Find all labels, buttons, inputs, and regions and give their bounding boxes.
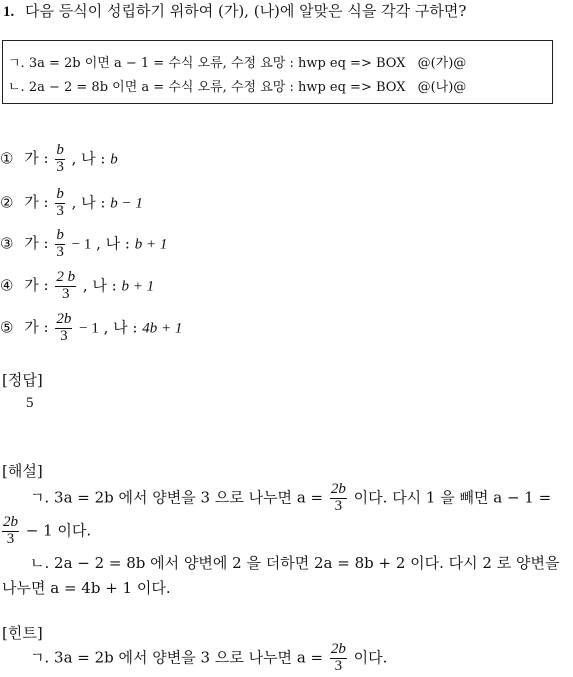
solution-fraction-1: $\frac{2b}{3}$ (330, 481, 346, 514)
choice-ga-fraction: $\frac{2 b}{3}$ (56, 269, 76, 302)
choice-3[interactable] (0, 228, 167, 261)
box-line-2-error: 수식 오류, 수정 요망 : hwp eq => BOX (168, 80, 406, 95)
choice-ga-fraction: $\frac{b}{3}$ (56, 227, 64, 260)
question (3, 0, 466, 21)
choice-ga-fraction: $\frac{b}{3}$ (56, 186, 64, 219)
choice-ga-label: 가 : (24, 318, 49, 337)
choice-na-expr: b + 1 (121, 278, 155, 295)
choice-ga-fraction: $\frac{b}{3}$ (56, 142, 64, 175)
answer-value: 5 (26, 395, 34, 411)
answer-heading: [정답] (2, 371, 43, 389)
choice-ga-label: 가 : (24, 149, 49, 168)
solution-line-3: ㄴ. 2a − 2 = 8b 에서 양변에 2 을 더하면 2a = 8b + 2 이다. 다시 2 로 양변을 (30, 554, 560, 572)
choice-na-label: , 나 : (96, 234, 130, 253)
choice-na-label: , 나 : (71, 193, 106, 212)
choice-na-label: , 나 : (82, 276, 117, 295)
choice-2[interactable] (0, 187, 143, 220)
solution-line-2 (2, 515, 91, 548)
choice-na-expr: b (110, 151, 118, 168)
choice-na-expr: b + 1 (134, 236, 168, 253)
choice-ga-tail: − 1 (79, 320, 99, 337)
box-line-1 (8, 52, 466, 71)
solution-heading: [해설] (2, 462, 43, 480)
box-line-2 (8, 76, 466, 95)
solution-line-1-text: ㄱ. 3a = 2b 에서 양변을 3 으로 나누면 a = (30, 488, 324, 507)
choice-na-expr: 4b + 1 (142, 320, 183, 337)
hint-heading: [힌트] (2, 624, 43, 642)
choice-mark: ② (0, 193, 14, 212)
choice-na-label: , 나 : (71, 149, 106, 168)
hint-line-tail: 이다. (353, 648, 388, 667)
box-line-2-tag: @(나)@ (417, 80, 467, 95)
box-line-1-prefix: ㄱ. 3a = 2b 이면 a − 1 = (8, 56, 169, 71)
choice-5[interactable] (0, 312, 182, 345)
hint-line (30, 642, 387, 675)
choice-mark: ① (0, 149, 14, 168)
box-line-2-prefix: ㄴ. 2a − 2 = 8b 이면 a = (8, 80, 169, 95)
question-text: 다음 등식이 성립하기 위하여 (가), (나)에 알맞은 식을 각각 구하면? (25, 2, 467, 20)
solution-line-4: 나누면 a = 4b + 1 이다. (2, 579, 171, 597)
choice-mark: ⑤ (0, 318, 14, 337)
solution-fraction-2: $\frac{2b}{3}$ (3, 514, 18, 547)
choice-4[interactable] (0, 270, 154, 303)
box-line-1-error: 수식 오류, 수정 요망 : hwp eq => BOX (168, 56, 406, 71)
choice-na-label: , 나 : (103, 318, 138, 337)
choice-ga-tail: − 1 (71, 236, 92, 253)
question-number: 1. (3, 4, 15, 20)
hint-fraction: $\frac{2b}{3}$ (330, 641, 346, 674)
solution-line-1-tail: 이다. 다시 1 을 빼면 a − 1 = (353, 488, 552, 507)
choice-na-expr: b − 1 (110, 195, 143, 212)
choice-mark: ③ (0, 234, 14, 253)
choice-ga-label: 가 : (24, 276, 49, 295)
choice-1[interactable] (0, 143, 118, 176)
choice-ga-label: 가 : (24, 234, 49, 253)
choice-mark: ④ (0, 276, 14, 295)
solution-line-1 (30, 482, 551, 515)
solution-line-2-text: − 1 이다. (25, 521, 92, 540)
choice-ga-fraction: $\frac{2b}{3}$ (56, 311, 72, 344)
box-line-1-tag: @(가)@ (417, 56, 467, 71)
choice-ga-label: 가 : (24, 193, 49, 212)
hint-line-text: ㄱ. 3a = 2b 에서 양변을 3 으로 나누면 a = (30, 648, 324, 667)
